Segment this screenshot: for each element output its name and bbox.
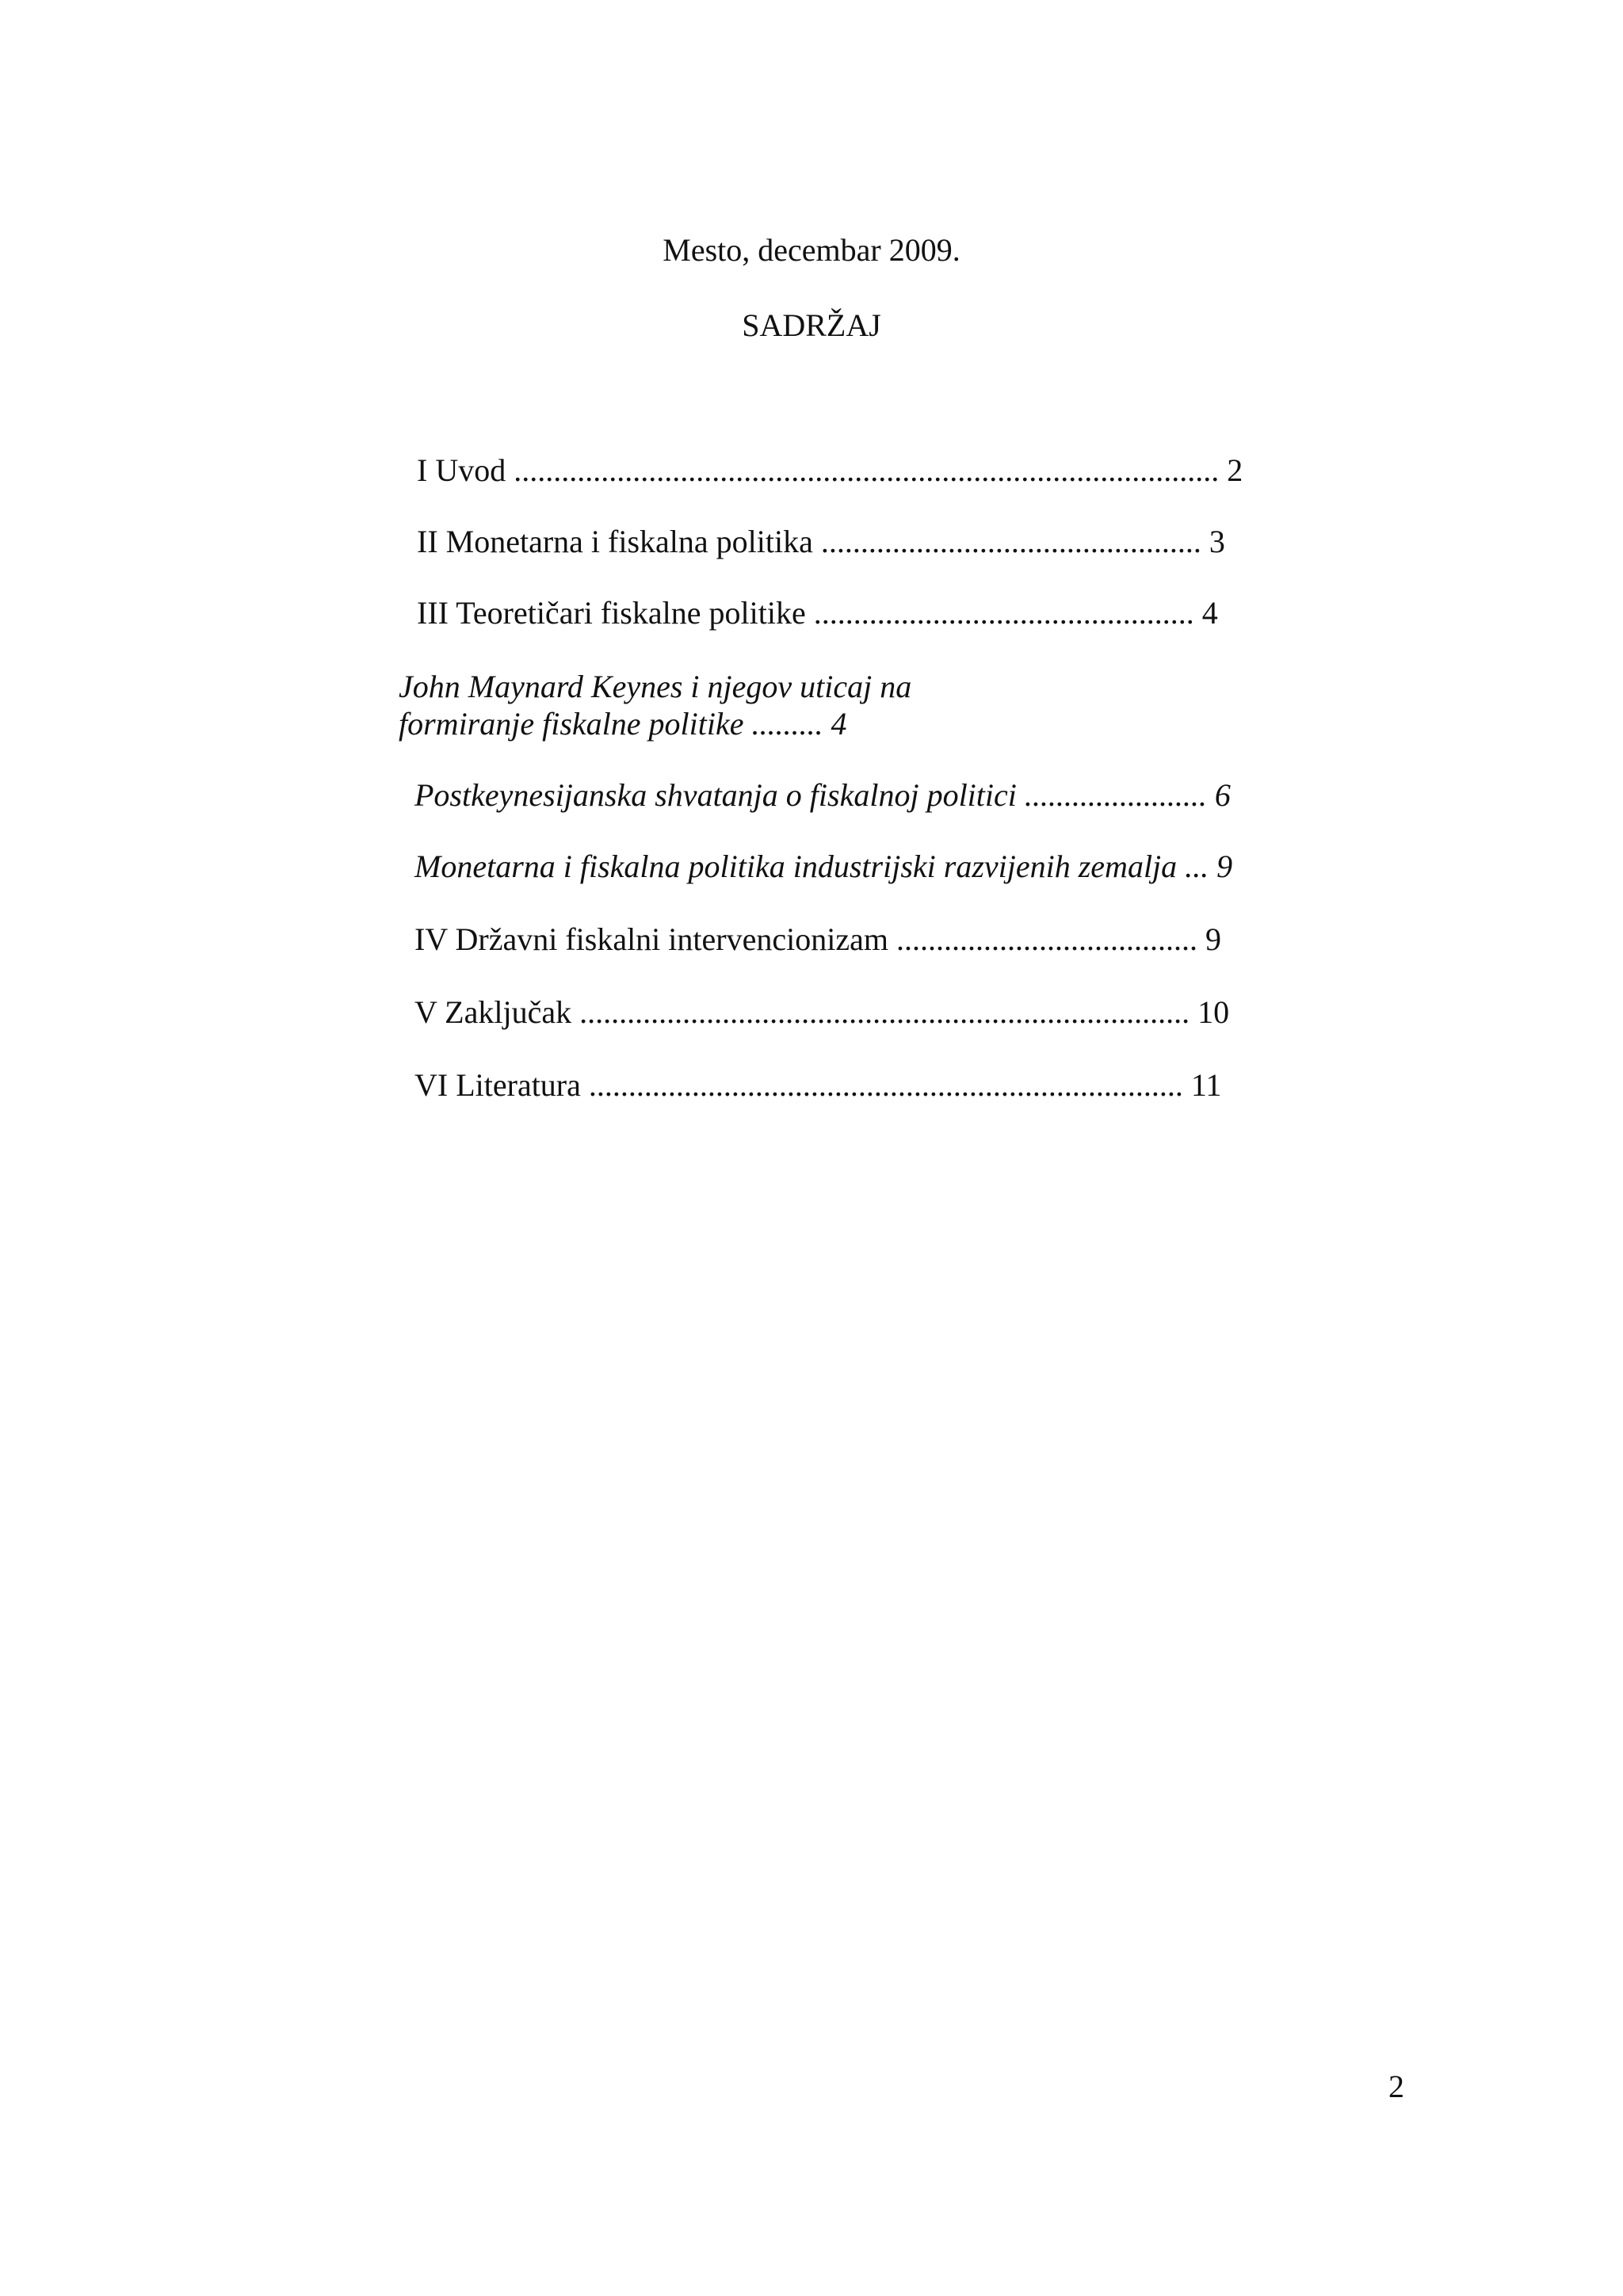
toc-entry-keynes-line1: John Maynard Keynes i njegov uticaj na [399,669,912,704]
page-number: 2 [1388,2069,1404,2104]
toc-entry-monetarna-fiskalna: II Monetarna i fiskalna politika ................................................ 3 [417,524,1225,559]
toc-entry-teoreticari: III Teoretičari fiskalne politike ................................................ 4 [417,595,1218,631]
toc-entry-intervencionizam: IV Državni fiskalni intervencionizam ...................................... 9 [414,921,1221,957]
place-date: Mesto, decembar 2009. [663,232,960,268]
toc-entry-postkeynesijanska: Postkeynesijanska shvatanja o fiskalnoj politici ....................... 6 [414,777,1231,813]
toc-entry-literatura: VI Literatura ........................................................................... 11 [414,1067,1222,1103]
toc-entry-industrijski-razvijene: Monetarna i fiskalna politika industrijski razvijenih zemalja ... 9 [414,849,1233,884]
toc-heading: SADRŽAJ [742,307,881,343]
toc-entry-uvod: I Uvod ......................................................................................... 2 [417,452,1243,488]
toc-entry-keynes-line2: formiranje fiskalne politike ......... 4 [399,706,847,742]
toc-entry-zakljucak: V Zaključak ............................................................................. 10 [414,994,1230,1030]
